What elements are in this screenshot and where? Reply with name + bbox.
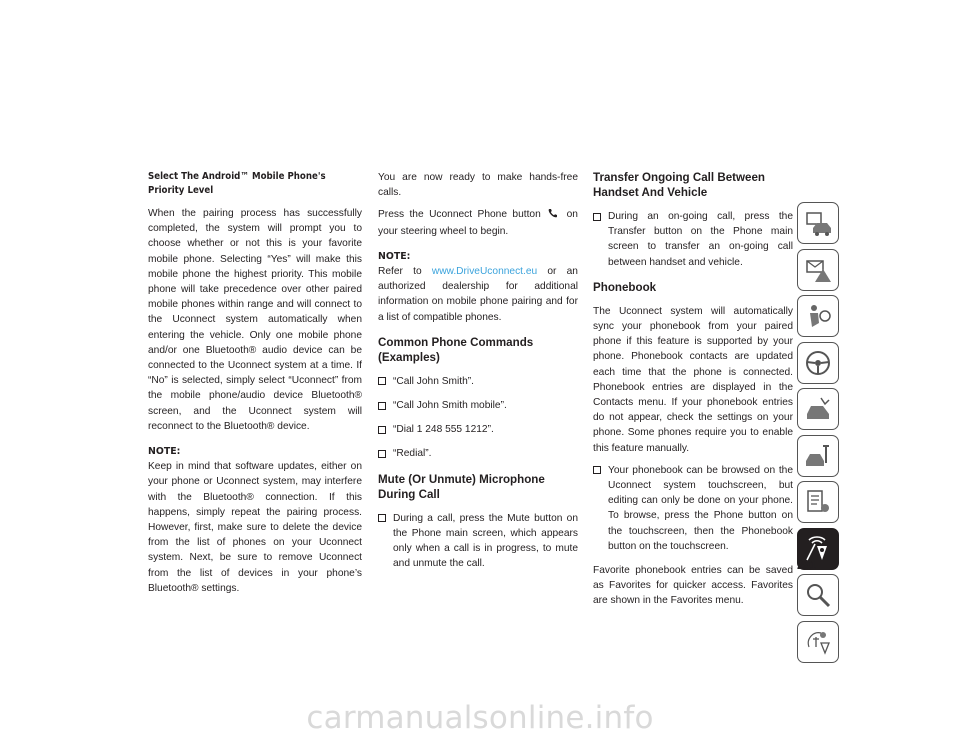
car-service-icon [803,441,833,471]
list-item-text: During a call, press the Mute button on the Phone main screen, which appears only when a call is in progress, to mute and unmute the call. [393,512,578,570]
list-item [378,422,578,437]
favorites-paragraph: Favorite phonebook entries can be saved as Favorites for quicker access. Favorites are shown in the Favorites menu. [593,565,793,607]
seatbelt-airbag-icon [803,301,833,331]
note-text: Refer to [378,266,422,278]
search-index-icon [803,580,833,610]
bullet-icon [378,426,386,434]
column-right [593,170,793,616]
bullet-icon [593,466,601,474]
tab-index[interactable] [797,574,839,616]
tab-specifications[interactable] [797,481,839,523]
bullet-icon [378,514,386,522]
watermark: carmanualsonline.info [306,700,654,736]
list-item-text: “Dial 1 248 555 1212”. [393,424,494,436]
transfer-heading: Transfer Ongoing Call Between Handset And Vehicle [593,171,766,199]
section-heading: Select The Android™ Mobile Phone's Priority Level [148,171,326,196]
browse-list [593,463,793,554]
note-text: Keep in mind that software updates, either on your phone or Uconnect system, may interfere with the Bluetooth® connection. If this happens, simply repeat the pairing process. However, first, make sure to delete the device from the list of phones on your Uconnect system. Next, be sure to remove Uconnect from the list of devices in your phone’s Bluetooth® settings. [148,461,362,594]
tab-car-info[interactable] [797,202,839,244]
phonebook-paragraph: The Uconnect system will automatically sync your phonebook from your paired phone if this feature is supported by your phone. Phonebook contacts are updated each time that the phone is connected. Phonebook entries are displayed in the Contacts menu. If your phonebook entries do not appear, check the settings on your phone. Some phones require you to enable this feature manually. [593,305,793,454]
chapter-tabs [797,202,841,667]
ready-paragraph: You are now ready to make hands-free calls. [378,172,578,199]
list-item [378,446,578,461]
bullet-icon [378,450,386,458]
phone-icon [548,208,559,223]
tab-servicing[interactable] [797,435,839,477]
press-text-end: on your steering wheel to begin. [378,209,578,237]
list-item-text: “Redial”. [393,448,432,460]
list-item-text: Your phonebook can be browsed on the Uconnect system touchscreen, but editing can only be done on your phone. To browse, press the Phone button on the touchscreen, then the Phonebook button on the touchscreen. [608,464,793,552]
note-label: NOTE: [148,446,181,458]
list-item-text: “Call John Smith mobile”. [393,400,507,412]
bullet-icon [593,213,601,221]
multimedia-icon [803,534,833,564]
warning-mail-icon [803,255,833,285]
car-info-icon [803,208,833,238]
transfer-list [593,209,793,270]
tab-safety[interactable] [797,295,839,337]
pairing-paragraph: When the pairing process has successfully completed, the system will prompt you to choose whether or not this is your favorite mobile phone. Selecting “Yes” will make this mobile phone the highest priority. This mobile phone will take precedence over other paired mobile phones within range and will connect to the Uconnect system automatically when entering the vehicle. Only one mobile phone and/or one Bluetooth® audio device can be connected to the Uconnect system at a time. If “No” is selected, simply select “Uconnect” from the mobile phone/audio device Bluetooth® screen, and the Uconnect system will reconnect to the Bluetooth® device. [148,208,362,432]
website-link[interactable]: www.DriveUconnect.eu [431,266,538,278]
phonebook-heading: Phonebook [593,280,657,294]
list-item [378,398,578,413]
list-item-text: During an on-going call, press the Transfer button on the Phone main screen to transfer an on-going call between handset and vehicle. [608,211,793,268]
list-item [378,374,578,389]
list-item [593,209,793,270]
languages-icon [803,627,833,657]
note [148,444,362,596]
list-item [593,463,793,554]
press-text: Press the Uconnect Phone button [378,209,541,221]
list-item-text: “Call John Smith”. [393,375,474,387]
list-item [378,511,578,572]
note [378,249,578,325]
column-left [148,170,362,603]
tab-driving[interactable] [797,342,839,384]
page-number: 291 [797,560,817,572]
tab-emergency[interactable] [797,388,839,430]
column-middle [378,170,578,580]
note-text-end: or an authorized dealership for additional information on mobile phone pairing and for a list of compatible phones. [378,266,578,323]
bullet-icon [378,402,386,410]
commands-heading: Common Phone Commands (Examples) [378,335,534,364]
note-label: NOTE: [378,250,411,262]
tab-warning[interactable] [797,249,839,291]
tab-languages[interactable] [797,621,839,663]
car-crash-icon [803,394,833,424]
steering-wheel-icon [803,348,833,378]
bullet-icon [378,377,386,385]
mute-heading: Mute (Or Unmute) Microphone During Call [378,472,545,501]
specifications-icon [803,487,833,517]
commands-list [378,374,578,462]
mute-list [378,511,578,572]
press-paragraph [378,207,578,238]
